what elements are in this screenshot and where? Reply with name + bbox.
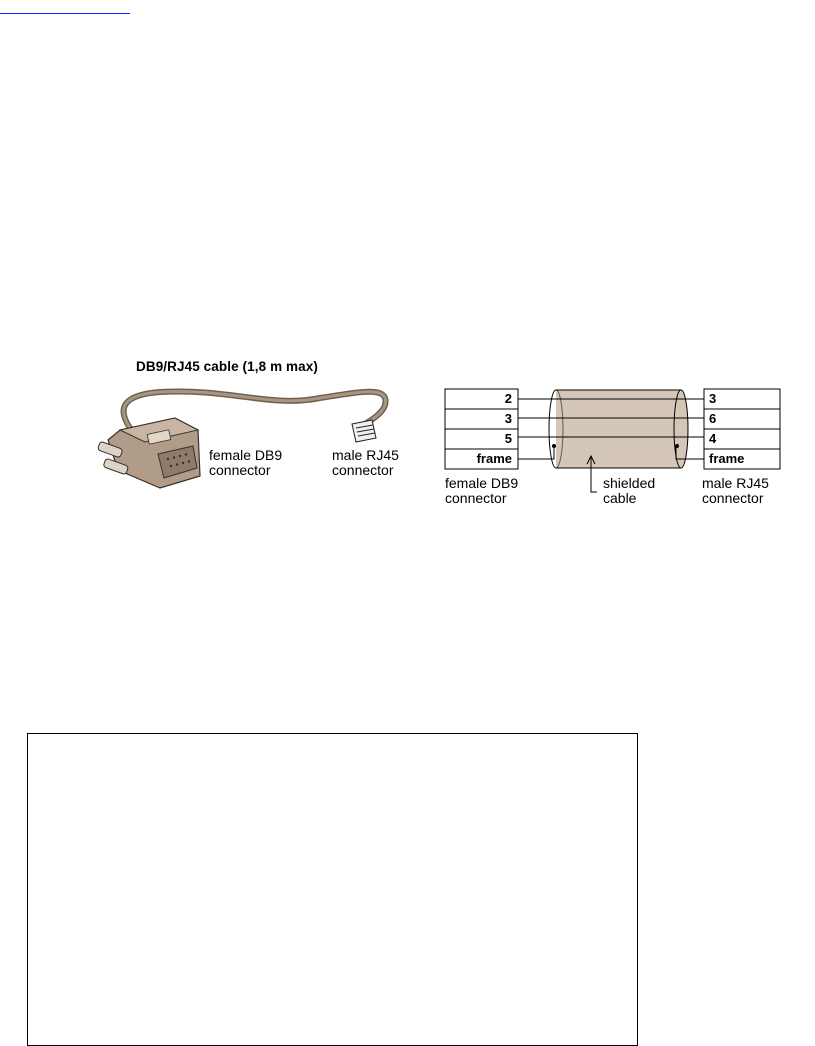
db9-photo-label: female DB9 connector bbox=[209, 447, 283, 478]
rj45-pin-frame: frame bbox=[709, 451, 745, 466]
figure-title: DB9/RJ45 cable (1,8 m max) bbox=[136, 359, 318, 374]
db9-pin-2: 2 bbox=[504, 391, 512, 406]
db9-pin-5: 5 bbox=[504, 431, 512, 446]
db9-pin-3: 3 bbox=[504, 411, 512, 426]
shielded-cable-label: shielded cable bbox=[603, 475, 656, 506]
shield-contact-right bbox=[675, 444, 679, 448]
rj45-pin-4: 4 bbox=[709, 431, 717, 446]
empty-content-box bbox=[27, 733, 638, 1046]
rj45-photo-label: male RJ45 connector bbox=[332, 447, 399, 478]
rj45-pin-3: 3 bbox=[709, 391, 717, 406]
rj45-diagram-label: male RJ45 connector bbox=[702, 475, 769, 506]
rj45-pin-6: 6 bbox=[709, 411, 717, 426]
db9-diagram-label: female DB9 connector bbox=[445, 475, 519, 506]
shielded-cable-icon bbox=[549, 390, 688, 468]
db9-pin-frame: frame bbox=[476, 451, 512, 466]
shield-contact-left bbox=[552, 444, 556, 448]
